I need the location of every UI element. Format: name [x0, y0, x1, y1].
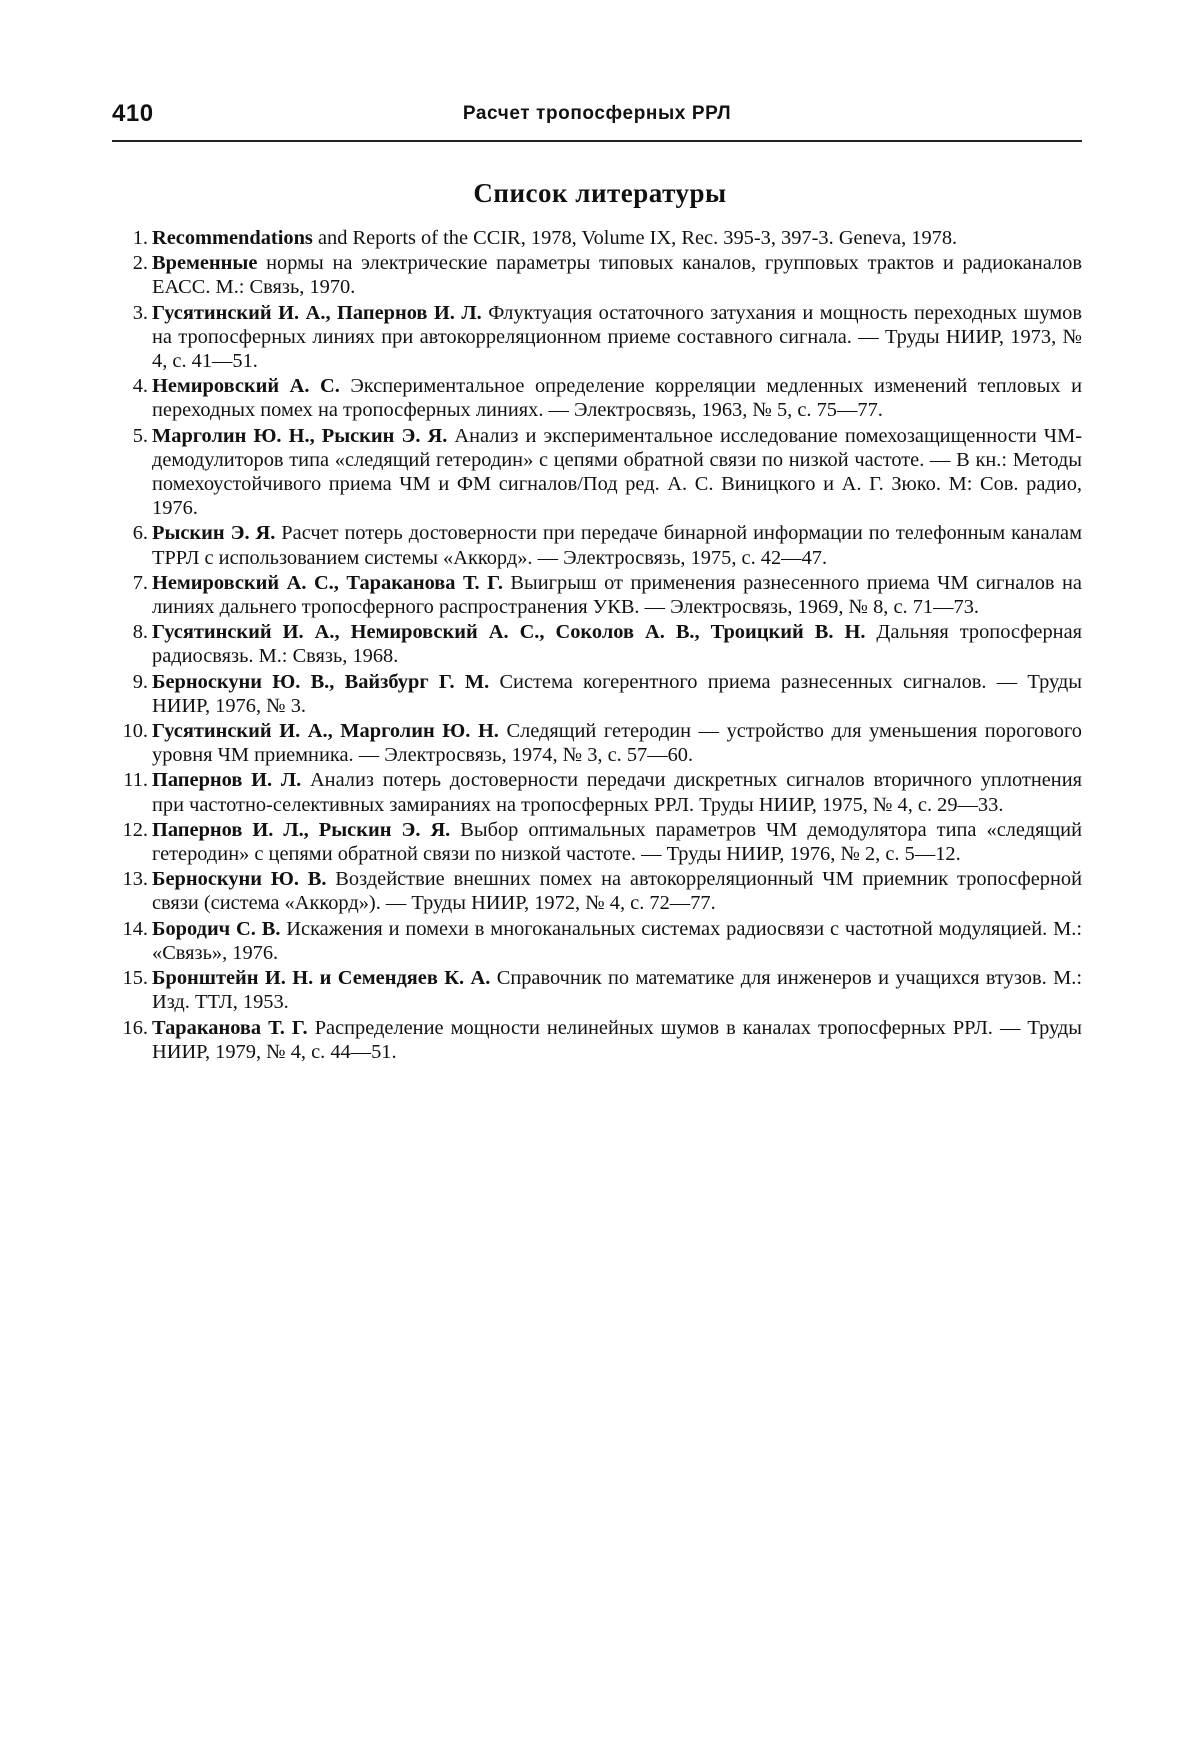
- reference-authors: Берноскуни Ю. В., Вайзбург Г. М.: [152, 671, 489, 693]
- reference-item: [112, 424, 1082, 521]
- reference-authors: Рыскин Э. Я.: [152, 522, 275, 544]
- reference-number: 1.: [112, 226, 148, 250]
- reference-authors: Recommendations: [152, 227, 313, 249]
- reference-authors: Временные: [152, 252, 257, 274]
- reference-text: Система когерентного приема разнесенных сигналов. — Труды НИИР, 1976, № 3.: [152, 671, 1082, 717]
- reference-text: and Reports of the CCIR, 1978, Volume IX, Rec. 395-3, 397-3. Geneva, 1978.: [313, 227, 957, 249]
- reference-authors: Бронштейн И. Н. и Семендяев К. А.: [152, 967, 490, 989]
- reference-text: Воздействие внешних помех на автокорреляционный ЧМ приемник тропосферной связи (система «Аккорд»). — Труды НИИР, 1972, № 4, с. 72—77.: [152, 868, 1082, 914]
- reference-text: Экспериментальное определение корреляции медленных изменений тепловых и переходных помех на тропосферных линиях. — Электросвязь, 1963, № 5, с. 75—77.: [152, 375, 1082, 421]
- reference-authors: Папернов И. Л., Рыскин Э. Я.: [152, 819, 450, 841]
- reference-item: [112, 867, 1082, 915]
- reference-number: 8.: [112, 620, 148, 644]
- reference-authors: Гусятинский И. А., Немировский А. С., Соколов А. В., Троицкий В. Н.: [152, 621, 865, 643]
- reference-text: Дальняя тропосферная радиосвязь. М.: Связь, 1968.: [152, 621, 1082, 667]
- reference-number: 12.: [112, 818, 148, 842]
- reference-number: 6.: [112, 521, 148, 545]
- reference-number: 2.: [112, 251, 148, 275]
- reference-number: 14.: [112, 917, 148, 941]
- reference-text: Расчет потерь достоверности при передаче бинарной информации по телефонным каналам ТРРЛ с использованием системы «Аккорд». — Электросвязь, 1975, с. 42—47.: [152, 522, 1082, 568]
- reference-list: [112, 226, 1082, 1065]
- reference-item: [112, 374, 1082, 422]
- reference-number: 16.: [112, 1016, 148, 1040]
- reference-authors: Гусятинский И. А., Марголин Ю. Н.: [152, 720, 499, 742]
- reference-item: [112, 966, 1082, 1014]
- reference-authors: Марголин Ю. Н., Рыскин Э. Я.: [152, 425, 447, 447]
- reference-authors: Гусятинский И. А., Папернов И. Л.: [152, 302, 482, 324]
- reference-item: [112, 251, 1082, 299]
- reference-number: 11.: [112, 768, 148, 792]
- reference-number: 7.: [112, 571, 148, 595]
- reference-number: 9.: [112, 670, 148, 694]
- section-title: Список литературы: [0, 178, 1200, 209]
- reference-item: [112, 1016, 1082, 1064]
- reference-authors: Тараканова Т. Г.: [152, 1017, 308, 1039]
- running-title: Расчет тропосферных РРЛ: [112, 103, 1082, 125]
- reference-authors: Немировский А. С., Тараканова Т. Г.: [152, 572, 503, 594]
- reference-text: Следящий гетеродин — устройство для уменьшения порогового уровня ЧМ приемника. — Электросвязь, 1974, № 3, с. 57—60.: [152, 720, 1082, 766]
- reference-item: [112, 670, 1082, 718]
- reference-authors: Папернов И. Л.: [152, 769, 301, 791]
- book-page: [0, 0, 1200, 1743]
- reference-number: 5.: [112, 424, 148, 448]
- reference-item: [112, 620, 1082, 668]
- reference-text: Анализ и экспериментальное исследование помехозащищенности ЧМ-демодулиторов типа «следящий гетеродин» с цепями обратной связи по низкой частоте. — В кн.: Методы помехоустойчивого приема ЧМ и ФМ сигналов/Под ред. А. С. Виницкого и А. Г. Зюко. М: Сов. радио, 1976.: [152, 425, 1082, 520]
- reference-authors: Берноскуни Ю. В.: [152, 868, 326, 890]
- reference-text: Анализ потерь достоверности передачи дискретных сигналов вторичного уплотнения при частотно-селективных замираниях на тропосферных РРЛ. Труды НИИР, 1975, № 4, с. 29—33.: [152, 769, 1082, 815]
- reference-text: нормы на электрические параметры типовых каналов, групповых трактов и радиоканалов ЕАСС. М.: Связь, 1970.: [152, 252, 1082, 298]
- reference-item: [112, 521, 1082, 569]
- reference-number: 3.: [112, 301, 148, 325]
- reference-authors: Немировский А. С.: [152, 375, 340, 397]
- reference-item: [112, 571, 1082, 619]
- reference-text: Справочник по математике для инженеров и учащихся втузов. М.: Изд. ТТЛ, 1953.: [152, 967, 1082, 1013]
- page-header: [112, 100, 1082, 142]
- reference-text: Флуктуация остаточного затухания и мощность переходных шумов на тропосферных линиях при автокорреляционном приеме составного сигнала. — Труды НИИР, 1973, № 4, с. 41—51.: [152, 302, 1082, 372]
- reference-item: [112, 818, 1082, 866]
- reference-item: [112, 768, 1082, 816]
- reference-number: 10.: [112, 719, 148, 743]
- reference-item: [112, 226, 1082, 250]
- page-number: 410: [112, 100, 154, 128]
- reference-authors: Бородич С. В.: [152, 918, 280, 940]
- reference-item: [112, 917, 1082, 965]
- reference-item: [112, 301, 1082, 374]
- reference-number: 15.: [112, 966, 148, 990]
- reference-text: Распределение мощности нелинейных шумов в каналах тропосферных РРЛ. — Труды НИИР, 1979, № 4, с. 44—51.: [152, 1017, 1082, 1063]
- reference-number: 4.: [112, 374, 148, 398]
- reference-item: [112, 719, 1082, 767]
- reference-text: Искажения и помехи в многоканальных системах радиосвязи с частотной модуляцией. М.: «Связь», 1976.: [152, 918, 1082, 964]
- reference-text: Выбор оптимальных параметров ЧМ демодулятора типа «следящий гетеродин» с цепями обратной связи по низкой частоте. — Труды НИИР, 1976, № 2, с. 5—12.: [152, 819, 1082, 865]
- reference-number: 13.: [112, 867, 148, 891]
- reference-text: Выигрыш от применения разнесенного приема ЧМ сигналов на линиях дальнего тропосферного распространения УКВ. — Электросвязь, 1969, № 8, с. 71—73.: [152, 572, 1082, 618]
